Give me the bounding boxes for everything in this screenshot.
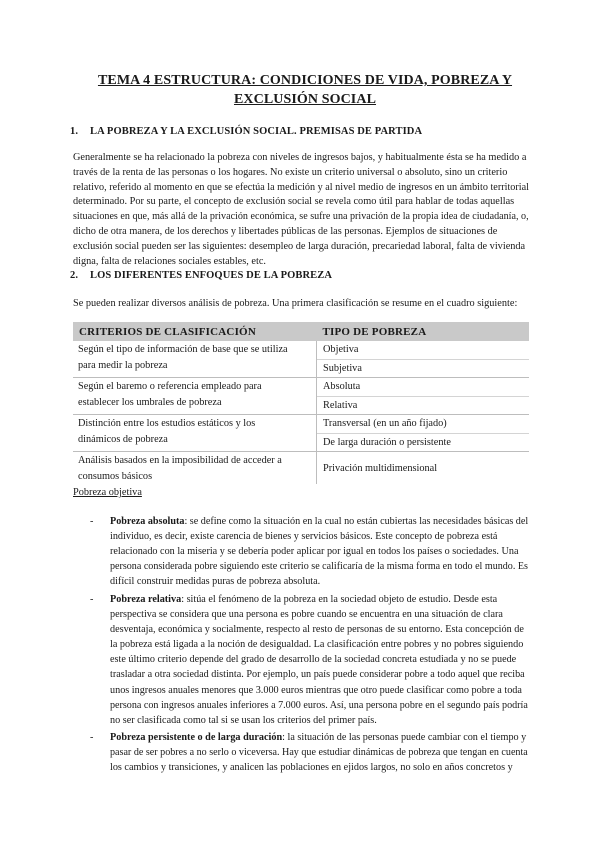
section-1-paragraph: [73, 151, 529, 269]
type-text: Transversal (en un año fijado): [317, 415, 529, 434]
bullet-line: relacionado con la miseria y se debería poder aplicar por igual en todos los países o sociedades. Una: [110, 546, 519, 558]
paragraph-line: través de la renta de las personas o los hogares. No existe un criterio universal o absoluto, sino un criterio: [73, 166, 508, 178]
bullet-line: los cambios y transiciones, y analicen las poblaciones en ejidos largos, no solo en años concretos y: [110, 762, 513, 774]
type-text: Objetiva: [317, 341, 529, 360]
bullet-pobreza-relativa: [90, 592, 528, 728]
paragraph-line: situaciones en que, más allá de la privación económica, se sufre una privación de la propia idea de ciudadanía, o,: [73, 211, 529, 223]
section-1-heading: [70, 126, 423, 137]
bullet-pobreza-absoluta: [90, 514, 529, 589]
bullet-term: Pobreza persistente o de larga duración: [110, 732, 283, 743]
bullet-term: Pobreza absoluta: [110, 516, 185, 527]
criteria-cell: [73, 452, 317, 485]
criteria-text: Distinción entre los estudios estáticos y los: [78, 418, 256, 429]
bullet-line: individuo, es decir, existe carencia de bienes y servicios básicos. Este concepto de pobreza está: [110, 531, 498, 543]
bullet-line: [110, 730, 528, 745]
bullet-text: : la situación de las personas puede cambiar con el tiempo y: [282, 732, 527, 743]
paragraph-line: dicho de otra manera, de los derechos y libertades públicas de las personas. Ejemplos de situaciones de: [73, 225, 498, 237]
criteria-text: Según el tipo de información de base que se utiliza: [78, 344, 288, 355]
type-text: Absoluta: [317, 378, 529, 397]
bullet-line: no ser clasificada como tal si se usan los criterios del primer país.: [110, 714, 377, 726]
type-cell: [317, 378, 530, 415]
title-line-1: TEMA 4 ESTRUCTURA: CONDICIONES DE VIDA, POBREZA Y: [97, 73, 513, 88]
bullet-line: pasar de ser pobres a no serlo o viceversa. Hay que estudiar dinámicas de pobreza que tengan en cuenta: [110, 747, 528, 759]
paragraph-line: determinado. Por su parte, el concepto de exclusión social se revela como útil para hablar de todas aquellas: [73, 196, 515, 208]
criteria-cell: [73, 378, 317, 415]
type-text: Relativa: [323, 399, 358, 411]
bullet-text: : sitúa el fenómeno de la pobreza en la sociedad objeto de estudio. Desde esta: [181, 594, 498, 605]
bullet-line: persona considerada pobre siguiendo este criterio se calificaría de la misma forma en todo el mundo. Es: [110, 561, 528, 573]
paragraph-line: Generalmente se ha relacionado la pobreza con niveles de ingresos bajos, y habitualmente ésta se ha medido a: [73, 152, 527, 163]
bullet-line: perspectiva se considera que una persona es pobre cuando se encuentra en una situación de clara: [110, 609, 503, 621]
criteria-text: Según el baremo o referencia empleado para: [78, 381, 262, 392]
bullet-line: [110, 514, 529, 529]
table-header-type: TIPO DE POBREZA: [317, 322, 530, 341]
table-row: [73, 378, 529, 415]
type-cell: [317, 415, 530, 452]
criteria-text: Análisis basados en la imposibilidad de acceder a: [78, 455, 282, 466]
bullet-pobreza-persistente: [90, 730, 528, 775]
criteria-text: para medir la pobreza: [78, 359, 168, 371]
bullet-line: persona con ingresos anuales inferiores a 7.000 euros. Así, una persona pobre en el segundo país podría: [110, 699, 528, 711]
section-2-intro: [73, 297, 529, 312]
table-row: [73, 452, 529, 485]
section-2-number: 2.: [70, 270, 79, 281]
section-2-title: LOS DIFERENTES ENFOQUES DE LA POBREZA: [90, 270, 333, 281]
bullet-text: : se define como la situación en la cual no están cubiertas las necesidades básicas del: [184, 516, 529, 527]
classification-table: [73, 322, 529, 484]
bullet-dash: -: [90, 594, 94, 605]
type-text: Subjetiva: [323, 362, 362, 374]
bullet-line: trasladar a otra sociedad distinta. Por ejemplo, un país puede considerar pobre a todo aquel que reciba: [110, 669, 525, 681]
criteria-cell: [73, 415, 317, 452]
type-cell: Privación multidimensional: [323, 462, 438, 474]
bullet-line: la pobreza está ligada a la noción de desigualdad. La clasificación entre pobres y no pobres siguiendo: [110, 639, 524, 651]
criteria-text: establecer los umbrales de pobreza: [78, 396, 222, 408]
bullet-line: unos ingresos anuales menores que 3.000 euros mientras que otro puede clasificar como pobre a toda: [110, 684, 522, 696]
subheading-pobreza-objetiva: Pobreza objetiva: [73, 487, 142, 498]
criteria-text: consumos básicos: [78, 470, 153, 482]
paragraph-line: digna, falta de relaciones sociales estables, etc.: [73, 255, 266, 267]
section-2-heading: [70, 270, 333, 281]
table-header-criteria: CRITERIOS DE CLASIFICACIÓN: [73, 322, 317, 341]
bullet-term: Pobreza relativa: [110, 594, 182, 605]
page-title: [60, 71, 550, 109]
bullet-line: [110, 592, 528, 607]
bullet-dash: -: [90, 732, 94, 743]
criteria-text: dinámicos de pobreza: [78, 433, 168, 445]
bullet-dash: -: [90, 516, 94, 527]
bullet-line: difícil construir medidas puras de pobreza absoluta.: [110, 576, 321, 588]
paragraph-line: relativo, referido al momento en que se efectúa la medición y al nivel medio de ingresos en un ámbito territorial: [73, 181, 529, 193]
bullet-line: desventaja, económica y socialmente, respecto al resto de personas de su entorno. Esta concepción de: [110, 624, 524, 636]
paragraph-line: exclusión social pueden ser las siguientes: desempleo de larga duración, precariedad laboral, falta de vivienda: [73, 240, 526, 252]
intro-line: Se pueden realizar diversos análisis de pobreza. Una primera clasificación se resume en el cuadro siguiente:: [73, 298, 518, 309]
type-cell: [317, 341, 530, 378]
section-1-number: 1.: [70, 126, 79, 137]
title-line-2: EXCLUSIÓN SOCIAL: [233, 92, 377, 107]
table-row: [73, 415, 529, 452]
table-row: [73, 341, 529, 378]
bullet-line: este último criterio depende del grado de desarrollo de la sociedad concreta estudiada y no se puede: [110, 654, 517, 666]
section-1-title: LA POBREZA Y LA EXCLUSIÓN SOCIAL. PREMISAS DE PARTIDA: [90, 126, 423, 137]
type-text: De larga duración o persistente: [323, 436, 451, 448]
criteria-cell: [73, 341, 317, 378]
